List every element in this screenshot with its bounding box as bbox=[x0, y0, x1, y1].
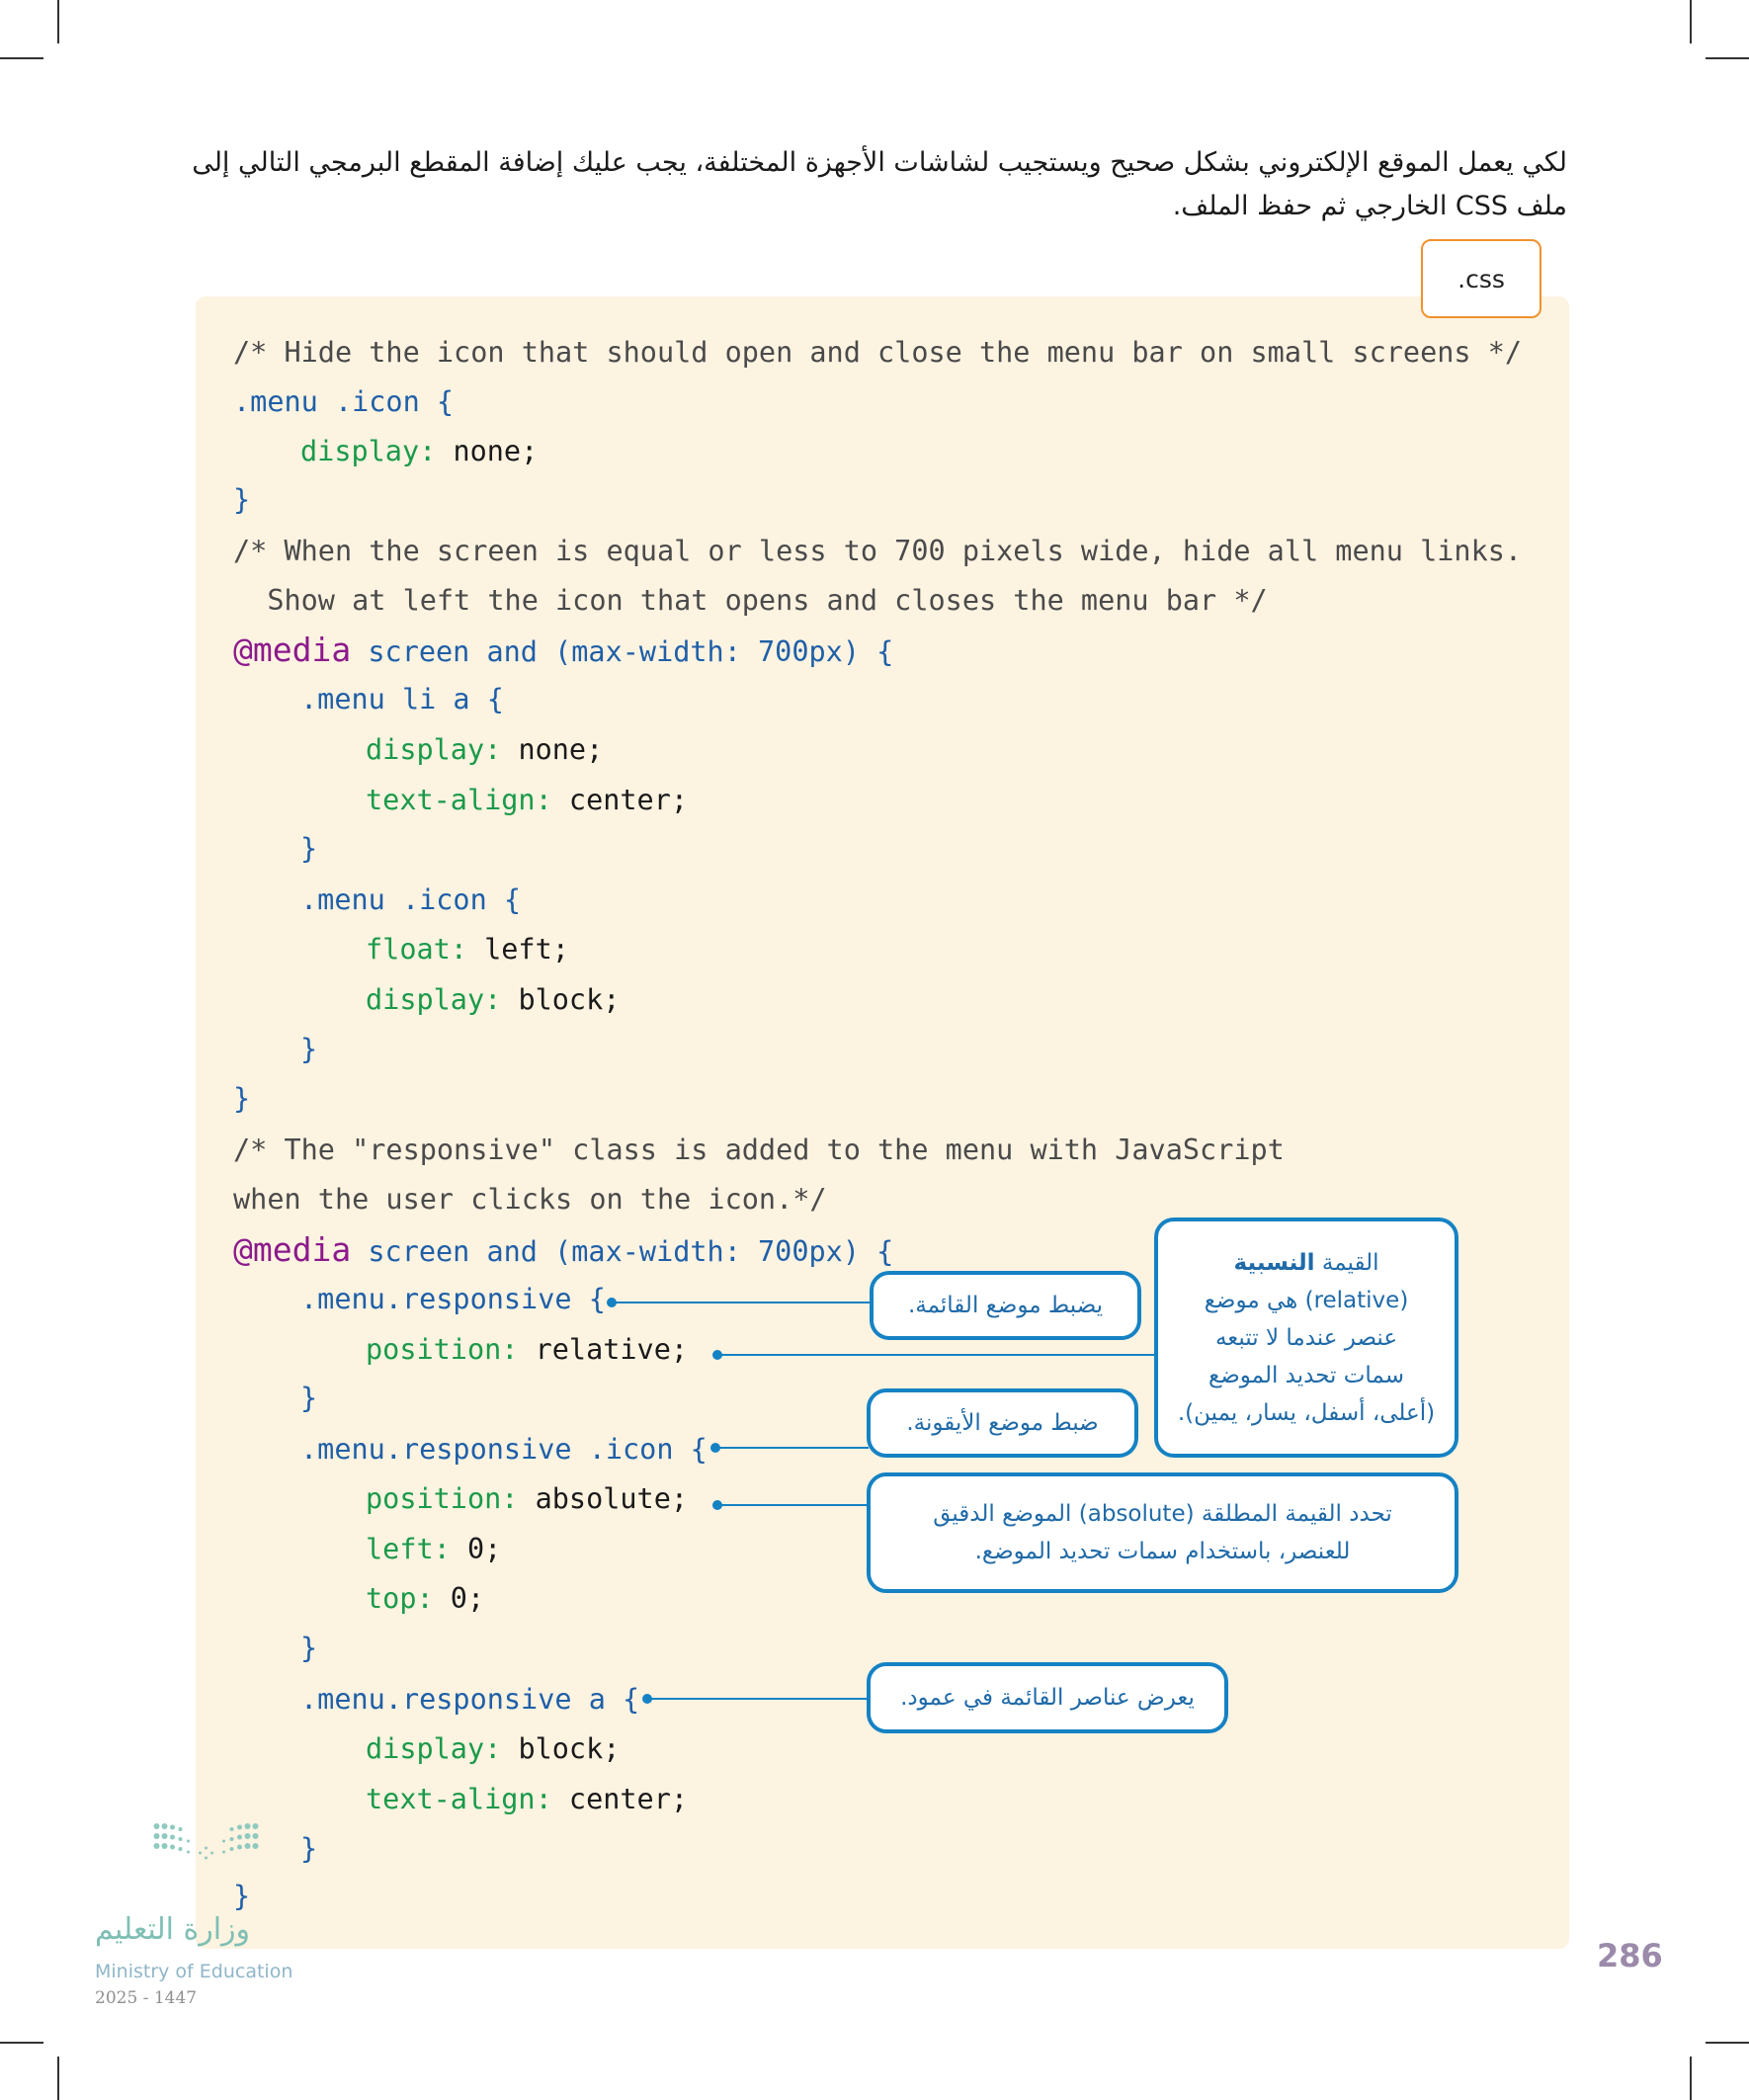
code-brace: } bbox=[233, 483, 251, 516]
code-comment: /* Hide the icon that should open and close the menu bar on small screens */ bbox=[233, 336, 1523, 369]
intro-paragraph bbox=[188, 141, 1567, 228]
code-property: display: bbox=[366, 983, 502, 1016]
code-declaration bbox=[300, 435, 538, 467]
code-brace: } bbox=[300, 1033, 318, 1065]
code-value: none; bbox=[501, 733, 604, 766]
code-value: left; bbox=[466, 933, 569, 966]
intro-line-1: لكي يعمل الموقع الإلكتروني بشكل صحيح ويستجيب لشاشات الأجهزة المختلفة، يجب عليك إضافة المقطع البرمجي التالي إلى bbox=[192, 147, 1567, 178]
code-selector: .menu.responsive a { bbox=[300, 1683, 640, 1716]
callout-text-line: عنصر عندما لا تتبعه bbox=[1214, 1324, 1398, 1351]
code-at-rule: @media bbox=[233, 630, 352, 669]
code-declaration bbox=[366, 1533, 501, 1565]
code-value: center; bbox=[551, 1783, 689, 1815]
code-comment: when the user clicks on the icon.*/ bbox=[233, 1183, 827, 1216]
code-declaration bbox=[366, 784, 688, 816]
callout-absolute-definition bbox=[867, 1472, 1458, 1593]
callout-text-line: (relative) هي موضع bbox=[1204, 1287, 1409, 1313]
code-declaration bbox=[366, 1732, 620, 1765]
code-value: none; bbox=[436, 435, 539, 467]
code-brace: } bbox=[233, 1880, 251, 1912]
code-declaration bbox=[366, 933, 569, 966]
file-type-tab: .css bbox=[1421, 239, 1541, 318]
code-value: center; bbox=[551, 784, 689, 816]
code-property: position: bbox=[366, 1482, 519, 1515]
crop-mark bbox=[57, 2057, 59, 2100]
code-comment: Show at left the icon that opens and closes the menu bar */ bbox=[233, 584, 1268, 617]
code-declaration bbox=[366, 1783, 688, 1815]
callout-text: يعرض عناصر القائمة في عمود. bbox=[900, 1685, 1195, 1711]
callout-text: القيمة bbox=[1321, 1249, 1379, 1276]
code-value: 0; bbox=[433, 1582, 485, 1615]
callout-text-line bbox=[1234, 1244, 1379, 1282]
code-media-query bbox=[233, 1230, 893, 1269]
edition-year: 2025 - 1447 bbox=[95, 1988, 198, 2008]
code-value: block; bbox=[501, 1732, 621, 1765]
code-property: float: bbox=[366, 933, 467, 966]
code-declaration bbox=[366, 1482, 688, 1515]
intro-line-2: ملف CSS الخارجي ثم حفظ الملف. bbox=[1172, 191, 1567, 221]
code-declaration bbox=[366, 983, 620, 1016]
crop-mark bbox=[1690, 0, 1692, 43]
callout-text: ضبط موضع الأيقونة. bbox=[906, 1410, 1099, 1436]
code-comment: /* The "responsive" class is added to the menu with JavaScript bbox=[233, 1134, 1285, 1166]
callout-relative-definition bbox=[1154, 1218, 1458, 1458]
crop-mark bbox=[0, 2042, 43, 2044]
code-selector: .menu .icon { bbox=[233, 385, 455, 418]
code-property: left: bbox=[366, 1533, 451, 1565]
code-brace: } bbox=[300, 1382, 318, 1414]
code-comment: /* When the screen is equal or less to 700 pixels wide, hide all menu links. bbox=[233, 535, 1523, 567]
ministry-name-arabic: وزارة التعليم bbox=[95, 1912, 251, 1947]
code-brace: } bbox=[300, 832, 318, 865]
code-brace: } bbox=[233, 1082, 251, 1115]
callout-icon-position bbox=[867, 1388, 1138, 1458]
callout-text-line: سمات تحديد الموضع bbox=[1208, 1362, 1404, 1388]
connector-line bbox=[717, 1354, 1155, 1356]
code-property: top: bbox=[366, 1582, 434, 1615]
callout-bold-term: النسبية bbox=[1233, 1249, 1315, 1276]
code-property: display: bbox=[366, 733, 502, 766]
code-media-query bbox=[233, 630, 893, 669]
code-declaration bbox=[366, 1333, 688, 1366]
code-value: absolute; bbox=[518, 1482, 689, 1515]
ministry-logo-dots bbox=[95, 1821, 322, 1910]
code-property: text-align: bbox=[366, 784, 552, 816]
code-declaration bbox=[366, 1582, 484, 1615]
crop-mark bbox=[1706, 2042, 1749, 2044]
connector-line bbox=[647, 1698, 869, 1700]
code-at-rule: @media bbox=[233, 1230, 352, 1269]
connector-line bbox=[715, 1447, 869, 1449]
callout-text-line: للعنصر، باستخدام سمات تحديد الموضع. bbox=[974, 1539, 1351, 1564]
code-declaration bbox=[366, 733, 603, 766]
code-property: text-align: bbox=[366, 1783, 552, 1815]
code-value: relative; bbox=[518, 1333, 689, 1366]
code-media-condition: screen and (max-width: 700px) { bbox=[351, 635, 894, 668]
code-brace: } bbox=[300, 1632, 318, 1664]
code-selector: .menu.responsive .icon { bbox=[300, 1433, 708, 1466]
code-property: display: bbox=[366, 1732, 502, 1765]
callout-text-line: تحدد القيمة المطلقة (absolute) الموضع الدقيق bbox=[933, 1501, 1392, 1527]
code-media-condition: screen and (max-width: 700px) { bbox=[351, 1235, 894, 1268]
callout-column-display bbox=[867, 1662, 1228, 1733]
code-property: position: bbox=[366, 1333, 519, 1366]
callout-menu-position bbox=[870, 1271, 1141, 1340]
code-value: 0; bbox=[450, 1533, 502, 1565]
code-brace: } bbox=[300, 1832, 318, 1865]
crop-mark bbox=[57, 0, 59, 43]
connector-line bbox=[612, 1302, 871, 1303]
code-value: block; bbox=[501, 983, 621, 1016]
code-selector: .menu .icon { bbox=[300, 883, 522, 916]
crop-mark bbox=[0, 57, 43, 59]
ministry-name-english: Ministry of Education bbox=[95, 1961, 293, 1982]
crop-mark bbox=[1706, 57, 1749, 59]
callout-text-line: (أعلى، أسفل، يسار، يمين). bbox=[1177, 1399, 1436, 1426]
code-property: display: bbox=[300, 435, 437, 467]
page-number: 286 bbox=[1597, 1937, 1663, 1974]
code-selector: .menu li a { bbox=[300, 683, 504, 715]
callout-text: يضبط موضع القائمة. bbox=[907, 1293, 1104, 1318]
connector-line bbox=[717, 1504, 869, 1506]
code-selector: .menu.responsive { bbox=[300, 1283, 606, 1315]
crop-mark bbox=[1690, 2057, 1692, 2100]
